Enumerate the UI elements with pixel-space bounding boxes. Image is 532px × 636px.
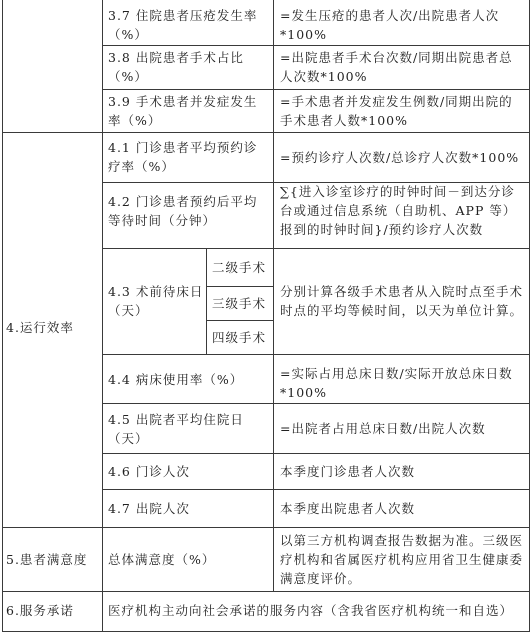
row-line-sub <box>206 320 274 321</box>
formula-4-5: =出院者占用总床日数/出院人次数 <box>280 420 486 436</box>
category-service-commitment: 6.服务承诺 <box>6 602 74 618</box>
row-line <box>102 489 530 490</box>
metric-4-3: 4.3 术前待床日（天） <box>108 284 204 318</box>
metric-4-6: 4.6 门诊人次 <box>108 463 190 479</box>
row-line <box>2 132 530 133</box>
table-border-left <box>2 0 3 632</box>
metric-overall-satisfaction: 总体满意度（%） <box>108 551 216 567</box>
column-divider-sub <box>206 248 207 354</box>
row-line <box>102 45 530 46</box>
metric-3-9: 3.9 手术患者并发症发生率（%） <box>108 94 258 128</box>
sub-level-3-surgery: 三级手术 <box>212 295 267 311</box>
row-line <box>102 248 530 249</box>
row-line <box>102 453 530 454</box>
formula-4-4: =实际占用总床日数/实际开放总床日数*100% <box>280 366 513 400</box>
formula-3-9: =手术患者并发症发生例数/同期出院的手术患者人数*100% <box>280 94 513 128</box>
category-patient-satisfaction: 5.患者满意度 <box>6 551 88 567</box>
metric-4-2: 4.2 门诊患者预约后平均等待时间（分钟） <box>108 194 258 228</box>
row-line <box>102 354 530 355</box>
formula-4-6: 本季度门诊患者人次数 <box>280 463 416 479</box>
formula-4-7: 本季度出院患者人次数 <box>280 500 416 516</box>
metric-3-8: 3.8 出院患者手术占比（%） <box>108 50 244 84</box>
metric-4-7: 4.7 出院人次 <box>108 500 190 516</box>
formula-3-8: =出院患者手术台次数/同期出院患者总人次数*100% <box>280 50 513 84</box>
table-border-bottom <box>2 631 530 632</box>
metric-4-5: 4.5 出院者平均住院日（天） <box>108 412 244 446</box>
metric-3-7: 3.7 住院患者压疮发生率（%） <box>108 8 258 42</box>
service-commitment-content: 医疗机构主动向社会承诺的服务内容（含我省医疗机构统一和自选） <box>108 602 514 618</box>
row-line <box>102 403 530 404</box>
metric-4-4: 4.4 病床使用率（%） <box>108 371 244 387</box>
formula-3-7: =发生压疮的患者人次/出院患者人次*100% <box>280 8 500 42</box>
category-operation-efficiency: 4.运行效率 <box>6 319 74 335</box>
row-line-sub <box>206 286 274 287</box>
metric-4-1: 4.1 门诊患者平均预约诊疗率（%） <box>108 140 258 174</box>
sub-level-2-surgery: 二级手术 <box>212 259 267 275</box>
formula-4-1: =预约诊疗人次数/总诊疗人次数*100% <box>280 149 520 165</box>
formula-4-2: ∑{进入诊室诊疗的时钟时间－到达分诊台或通过信息系统（自助机、APP 等）报到的时钟时间}/预约诊疗人次数 <box>280 184 517 237</box>
formula-4-3: 分别计算各级手术患者从入院时点至手术时点的平均等候时间，以天为单位计算。 <box>280 284 524 318</box>
column-divider-1 <box>102 0 103 632</box>
formula-satisfaction: 以第三方机构调查报告数据为准。三级医疗机构和省属医疗机构应用省卫生健康委满意度评价。 <box>280 533 524 586</box>
table-border-right <box>529 0 530 632</box>
sub-level-4-surgery: 四级手术 <box>212 329 267 345</box>
row-line <box>102 182 530 183</box>
row-line <box>102 89 530 90</box>
row-line <box>2 591 530 592</box>
row-line <box>2 527 530 528</box>
